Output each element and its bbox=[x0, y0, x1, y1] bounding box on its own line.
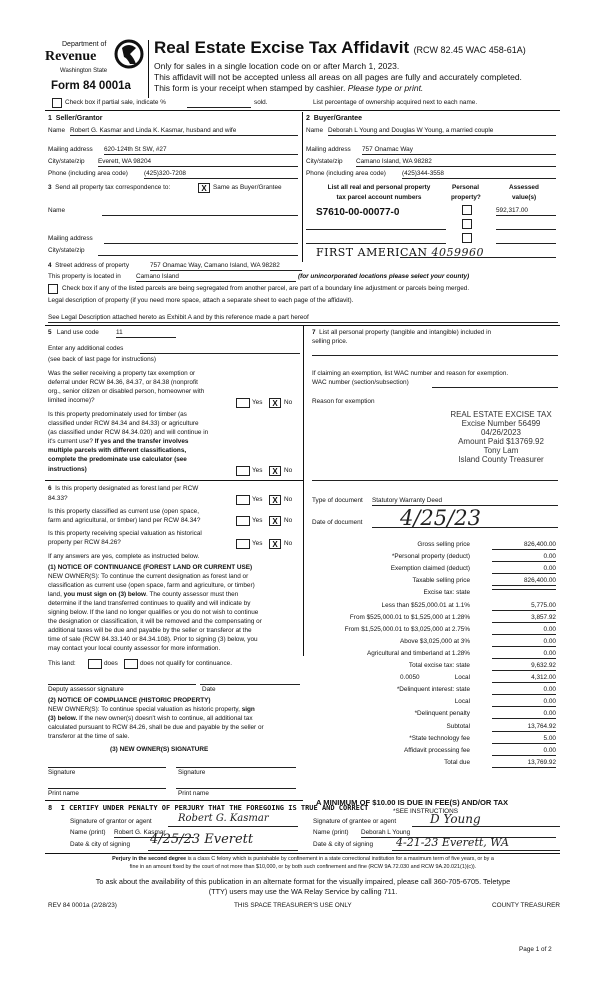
personal-property-line[interactable] bbox=[312, 355, 558, 356]
dor-logo-icon bbox=[114, 38, 144, 70]
parcel-stamp-line bbox=[400, 257, 556, 258]
county-treasurer-label: COUNTY TREASURER bbox=[492, 902, 560, 909]
divider bbox=[45, 110, 560, 111]
tax-row-label: *State technology fee bbox=[409, 734, 470, 742]
doc-date-handwritten: 4/25/23 bbox=[400, 506, 481, 530]
tax-row-value[interactable]: 0.00 bbox=[492, 710, 556, 719]
sec6-text: 84.33? bbox=[48, 495, 68, 502]
divider bbox=[45, 853, 560, 854]
tax-row-label: *Delinquent interest: state bbox=[396, 686, 470, 694]
deputy-date-label: Date bbox=[202, 686, 216, 693]
column-divider bbox=[302, 112, 303, 262]
sec3-mail-label: Mailing address bbox=[48, 235, 93, 242]
property-address-field[interactable]: 757 Onamac Way, Camano Island, WA 98282 bbox=[150, 262, 302, 271]
q2-text: (as classified under RCW 84.34.020) and will continue in bbox=[48, 429, 209, 436]
revision-label: REV 84 0001a (2/28/23) bbox=[48, 902, 117, 909]
sec3-label: 3 Send all property tax correspondence to: bbox=[48, 184, 171, 191]
partial-sale-checkbox[interactable] bbox=[52, 98, 62, 108]
tax-row-label: From $1,525,000.01 to $3,025,000 at 2.75% bbox=[344, 625, 470, 633]
parcel-value-2[interactable] bbox=[496, 229, 556, 230]
q1-yes-checkbox[interactable] bbox=[236, 398, 250, 408]
minimum-note: A MINIMUM OF $10.00 IS DUE IN FEE(S) AND/OR TAX bbox=[316, 798, 509, 807]
current-use-yes-checkbox[interactable] bbox=[236, 516, 250, 526]
parcel-number-3[interactable] bbox=[306, 243, 446, 244]
personal-property-checkbox-2[interactable] bbox=[462, 219, 472, 229]
new-owner-heading: (3) NEW OWNER(S) SIGNATURE bbox=[110, 746, 209, 753]
grantee-date-label: Date & city of signing bbox=[313, 841, 374, 848]
tax-row-label: Less than $525,000.01 at 1.1% bbox=[381, 601, 470, 609]
partial-percent-field[interactable] bbox=[187, 107, 251, 108]
continuance-text: NEW OWNER(S): To continue the current designation as forest land or bbox=[48, 573, 249, 580]
q2-text: Is this property predominately used for timber (as bbox=[48, 411, 187, 418]
sec3-name-field[interactable] bbox=[102, 215, 298, 216]
see-instructions: (see back of last page for instructions) bbox=[48, 356, 156, 363]
additional-codes-field[interactable] bbox=[140, 353, 300, 354]
buyer-name-field[interactable]: Deborah L Young and Douglas W Young, a married couple bbox=[328, 127, 556, 136]
yes-label: Yes bbox=[252, 517, 263, 524]
parcel-number[interactable]: S7610-00-00077-0 bbox=[316, 207, 400, 218]
tax-row-label: Total due bbox=[444, 758, 470, 766]
signature-label: Signature bbox=[178, 769, 206, 776]
sec3-mail-field[interactable] bbox=[104, 243, 298, 244]
grantor-date-handwritten: 4/25/23 Everett bbox=[150, 832, 254, 847]
dept-line2: Revenue bbox=[45, 49, 97, 64]
sec6-text: Is this property receiving special valuation as historical bbox=[48, 530, 202, 537]
continuance-text: additional taxes will be due and payable by the seller or transferor at the bbox=[48, 627, 252, 634]
tax-row-value[interactable]: 3,857.92 bbox=[492, 614, 556, 623]
sec4-street-label: 4 Street address of property bbox=[48, 262, 130, 269]
owner-print-line-2[interactable] bbox=[176, 788, 296, 789]
q1-text: org., senior citizen or disabled person, homeowner with bbox=[48, 388, 205, 395]
same-as-buyer-checkbox[interactable]: X bbox=[198, 183, 210, 193]
grantor-name-label: Name (print) bbox=[70, 829, 106, 836]
claim-text: WAC number (section/subsection) bbox=[312, 379, 409, 386]
buyer-heading: 2 Buyer/Grantee bbox=[306, 115, 363, 122]
sec6-text: If any answers are yes, complete as instructed below. bbox=[48, 553, 200, 560]
continuance-heading: (1) NOTICE OF CONTINUANCE (FOREST LAND OR CURRENT USE) bbox=[48, 564, 253, 571]
q2-text: multiple parcels with different classifications, bbox=[48, 447, 187, 454]
deputy-signature-line[interactable] bbox=[48, 684, 196, 685]
tax-row-label: *Delinquent penalty bbox=[414, 710, 470, 718]
tax-row-value[interactable]: 5,775.00 bbox=[492, 602, 556, 611]
current-use-no-checkbox[interactable]: X bbox=[269, 516, 281, 526]
legal-description[interactable]: See Legal Description attached hereto as Exhibit A and by this reference made a part hereof bbox=[48, 314, 309, 321]
compliance-text: NEW OWNER(S): To continue special valuation as historic property, sign bbox=[48, 706, 255, 713]
print-name-label: Print name bbox=[178, 790, 209, 797]
continuance-text: determine if the land transferred continues to qualify and will indicate by bbox=[48, 600, 251, 607]
yes-label: Yes bbox=[252, 496, 263, 503]
tax-row-value[interactable]: 13,769.92 bbox=[492, 759, 556, 768]
personal-property-checkbox-1[interactable] bbox=[462, 205, 472, 215]
q2-yes-checkbox[interactable] bbox=[236, 466, 250, 476]
grantee-signature: D Young bbox=[430, 812, 481, 826]
grantee-date-line[interactable] bbox=[392, 850, 560, 851]
additional-codes-label: Enter any additional codes bbox=[48, 345, 124, 352]
doc-type-field[interactable]: Statutory Warranty Deed bbox=[372, 497, 558, 506]
no-label: No bbox=[284, 399, 293, 406]
located-label: This property is located in bbox=[48, 273, 121, 280]
tax-row-value[interactable]: 0.00 bbox=[492, 747, 556, 756]
buyer-phone-field[interactable]: (425)344-3558 bbox=[402, 170, 556, 179]
does-not-label: does not qualify for continuance. bbox=[140, 660, 233, 667]
buyer-city-label: City/state/zip bbox=[306, 158, 343, 165]
header-line3: This form is your receipt when stamped by cashier. Please type or print. bbox=[154, 83, 424, 93]
certify-text: 8 I CERTIFY UNDER PENALTY OF PERJURY THAT THE FOREGOING IS TRUE AND CORRECT bbox=[48, 804, 369, 812]
tax-row-value[interactable]: 9,632.92 bbox=[492, 662, 556, 671]
buyer-name-label: Name bbox=[306, 127, 324, 134]
q1-text: limited income)? bbox=[48, 397, 95, 404]
historic-yes-checkbox[interactable] bbox=[236, 539, 250, 549]
q1-no-checkbox[interactable]: X bbox=[269, 398, 281, 408]
tax-row-value[interactable]: 0.00 bbox=[492, 553, 556, 562]
tax-row-label: Affidavit processing fee bbox=[404, 746, 470, 754]
parcel-col2b: property? bbox=[451, 194, 481, 201]
sec7-text: selling price. bbox=[312, 338, 348, 345]
tax-row-value[interactable]: 13,764.92 bbox=[492, 723, 556, 732]
no-label: No bbox=[284, 496, 293, 503]
tax-row-value[interactable]: 0.00 bbox=[492, 565, 556, 574]
treasurer-use-label: THIS SPACE TREASURER'S USE ONLY bbox=[234, 902, 352, 909]
continuance-text: signing below. If the land no longer qualifies or you do not wish to continue bbox=[48, 609, 259, 616]
reason-line bbox=[312, 480, 558, 481]
q2-text: complete the predominate use calculator (see bbox=[48, 456, 187, 463]
page-number: Page 1 of 2 bbox=[519, 946, 552, 953]
compliance-text: (3) below. If the new owner(s) doesn't wish to continue, all additional tax bbox=[48, 715, 253, 722]
sec6-text: Is this property classified as current use (open space, bbox=[48, 508, 199, 515]
seller-heading: 1 Seller/Grantor bbox=[48, 115, 103, 122]
located-field[interactable]: Camano Island bbox=[136, 273, 296, 282]
owner-print-line[interactable] bbox=[48, 788, 166, 789]
sec3-name-label: Name bbox=[48, 207, 66, 214]
treasurer-stamp: REAL ESTATE EXCISE TAX Excise Number 56499 04/26/2023 Amount Paid $13769.92 Tony Lam Island County Treasurer bbox=[450, 410, 552, 464]
header-divider bbox=[148, 40, 149, 98]
continuance-text: land, you must sign on (3) below. The county assessor must then bbox=[48, 591, 239, 598]
owner-signature-line-2[interactable] bbox=[176, 767, 296, 768]
ownership-note: List percentage of ownership acquired next to each name. bbox=[313, 99, 478, 106]
segregate-checkbox[interactable] bbox=[48, 284, 58, 294]
personal-property-checkbox-3[interactable] bbox=[462, 233, 472, 243]
seller-phone-field[interactable]: (425)320-7208 bbox=[144, 170, 298, 179]
tax-row-value[interactable]: 0.00 bbox=[492, 638, 556, 647]
q1-text: deferral under RCW 84.36, 84.37, or 84.38 (nonprofit bbox=[48, 379, 198, 386]
sec3-city-field[interactable] bbox=[98, 255, 298, 256]
grantor-signature-line[interactable] bbox=[168, 826, 298, 827]
tax-row-label: Local bbox=[454, 674, 470, 682]
q2-no-checkbox[interactable]: X bbox=[269, 466, 281, 476]
parcel-value[interactable]: 592,317.00 bbox=[496, 207, 556, 216]
reason-label: Reason for exemption bbox=[312, 398, 375, 405]
same-as-buyer-label: Same as Buyer/Grantee bbox=[213, 184, 282, 191]
grantor-date-line[interactable] bbox=[148, 850, 298, 851]
continuance-text: time of sale (RCW 84.33.140 or 84.34.108). Prior to signing (3) below, you bbox=[48, 636, 258, 643]
seller-mail-field[interactable]: 620-124th St SW, #27 bbox=[104, 146, 298, 155]
doc-type-label: Type of document bbox=[312, 497, 363, 504]
sec7-text: 7 List all personal property (tangible and intangible) included in bbox=[312, 329, 492, 336]
continuance-text: the designation or classification, it will be removed and the compensating or bbox=[48, 618, 262, 625]
tax-row-label: Total excise tax: state bbox=[408, 662, 470, 669]
continuance-text: may contact your local county assessor for more information. bbox=[48, 645, 221, 652]
legal-line bbox=[48, 322, 558, 323]
tax-row-label: Exemption claimed (deduct) bbox=[390, 565, 470, 573]
alt-format-text: To ask about the availability of this publication in an alternate format for the visually impaired, please call 360-705-6705. Teletype bbox=[95, 877, 511, 886]
tax-row-label: From $525,000.01 to $1,525,000 at 1.28% bbox=[349, 613, 470, 621]
grantor-signature-label: Signature of grantor or agent bbox=[70, 818, 152, 825]
no-label: No bbox=[284, 540, 293, 547]
deputy-date-line[interactable] bbox=[200, 684, 300, 685]
unincorporated-note: (for unincorporated locations please select your county) bbox=[298, 273, 470, 280]
grantor-name-field[interactable]: Robert G. Kasmar bbox=[114, 829, 194, 838]
land-use-field[interactable]: 11 bbox=[116, 329, 176, 338]
buyer-city-field[interactable]: Camano Island, WA 98282 bbox=[356, 158, 556, 167]
no-label: No bbox=[284, 517, 293, 524]
tax-row-label: Taxable selling price bbox=[412, 577, 470, 585]
seller-mail-label: Mailing address bbox=[48, 146, 93, 153]
grantor-signature: Robert G. Kasmar bbox=[178, 813, 269, 824]
yes-label: Yes bbox=[252, 399, 263, 406]
dept-line1: Department of bbox=[62, 41, 107, 48]
does-not-checkbox[interactable] bbox=[124, 659, 138, 669]
tax-row-label: Above $3,025,000 at 3% bbox=[400, 637, 470, 645]
print-name-label: Print name bbox=[48, 790, 79, 797]
partial-sold: sold. bbox=[254, 99, 268, 106]
tax-row-value[interactable]: 4,312.00 bbox=[492, 674, 556, 683]
compliance-text: transferor at the time of sale. bbox=[48, 733, 130, 740]
deputy-label: Deputy assessor signature bbox=[48, 686, 124, 693]
owner-signature-line[interactable] bbox=[48, 767, 166, 768]
segregate-label: Check box if any of the listed parcels are being segregated from another parcel, are part of a boundary line adjustment or parcels being merged. bbox=[62, 285, 470, 292]
sec6-text: property per RCW 84.26? bbox=[48, 539, 121, 546]
tax-row-value[interactable]: 0.00 bbox=[492, 698, 556, 707]
q2-text: instructions) bbox=[48, 466, 87, 473]
sec3-city-label: City/state/zip bbox=[48, 247, 85, 254]
sec6-text: 6 Is this property designated as forest land per RCW bbox=[48, 485, 199, 492]
tax-row-label: *Personal property (deduct) bbox=[391, 553, 470, 561]
parcel-value-3[interactable] bbox=[496, 243, 556, 244]
seller-name-field[interactable]: Robert G. Kasmar and Linda K. Kasmar, husband and wife bbox=[70, 127, 298, 136]
parcel-col3b: value(s) bbox=[512, 194, 537, 201]
legal-label: Legal description of property (if you need more space, attach a separate sheet to each page of the affidavit). bbox=[48, 297, 354, 304]
seller-phone-label: Phone (including area code) bbox=[48, 170, 128, 177]
grantee-signature-label: Signature of grantee or agent bbox=[313, 818, 397, 825]
signature-label: Signature bbox=[48, 769, 76, 776]
local-rate: 0.0050 bbox=[400, 674, 420, 681]
parcel-number-2[interactable] bbox=[306, 229, 446, 230]
yes-label: Yes bbox=[252, 540, 263, 547]
grantee-date-handwritten: 4-21-23 Everett, WA bbox=[396, 836, 509, 849]
q2-text: classified under RCW 84.34 and 84.33) or agriculture bbox=[48, 420, 199, 427]
forest-yes-checkbox[interactable] bbox=[236, 495, 250, 505]
does-checkbox[interactable] bbox=[88, 659, 102, 669]
tax-row-value[interactable] bbox=[492, 589, 556, 590]
tax-row-label: Gross selling price bbox=[417, 541, 470, 548]
tax-row-label: Local bbox=[454, 698, 470, 706]
sec6-text: farm and agricultural, or timber) land per RCW 84.34? bbox=[48, 517, 201, 524]
grantee-signature-line[interactable] bbox=[412, 826, 560, 827]
claim-text: If claiming an exemption, list WAC number and reason for exemption. bbox=[312, 370, 509, 377]
tax-row-value[interactable]: 5.00 bbox=[492, 735, 556, 744]
q2-text: it's current use? If yes and the transfer involves bbox=[48, 438, 189, 445]
seller-name-label: Name bbox=[48, 127, 66, 134]
seller-city-field[interactable]: Everett, WA 98204 bbox=[98, 158, 298, 167]
wac-number-field[interactable] bbox=[432, 387, 558, 388]
tax-row-value[interactable]: 0.00 bbox=[492, 686, 556, 695]
form-title: Real Estate Excise Tax Affidavit (RCW 82.45 WAC 458-61A) bbox=[154, 38, 526, 57]
buyer-mail-label: Mailing address bbox=[306, 146, 351, 153]
seller-city-label: City/state/zip bbox=[48, 158, 85, 165]
does-label: does bbox=[104, 660, 118, 667]
perjury-text: fine in an amount fixed by the court of not more than $10,000, or by both such confinement and fine (RCW 9A.72.030 and RCW 9A.20.021(1)(c)). bbox=[129, 864, 477, 870]
parcel-col1a: List all real and personal property bbox=[327, 184, 431, 191]
tax-row-label: Subtotal bbox=[446, 722, 470, 730]
this-land-label: This land: bbox=[48, 660, 76, 667]
title-company-stamp: FIRST AMERICAN 4059960 bbox=[316, 246, 484, 259]
perjury-text: Perjury in the second degree is a class C felony which is punishable by confinement in a state correctional institution for a maximum term of five years, or by a bbox=[112, 856, 494, 862]
parcel-col2a: Personal bbox=[452, 184, 479, 191]
no-label: No bbox=[284, 467, 293, 474]
form-number: Form 84 0001a bbox=[51, 80, 131, 92]
dept-line3: Washington State bbox=[60, 68, 108, 74]
yes-label: Yes bbox=[252, 467, 263, 474]
grantor-date-label: Date & city of signing bbox=[70, 841, 131, 848]
alt-format-text: (TTY) users may use the WA Relay Service by calling 711. bbox=[208, 887, 398, 896]
tax-row-label: Excise tax: state bbox=[423, 589, 470, 597]
tax-row-value[interactable]: 826,400.00 bbox=[492, 541, 556, 550]
parcel-col3a: Assessed bbox=[509, 184, 539, 191]
buyer-mail-field[interactable]: 757 Onamac Way bbox=[362, 146, 556, 155]
doc-date-label: Date of document bbox=[312, 519, 363, 526]
divider bbox=[45, 480, 303, 481]
compliance-heading: (2) NOTICE OF COMPLIANCE (HISTORIC PROPERTY) bbox=[48, 697, 211, 704]
historic-no-checkbox[interactable]: X bbox=[269, 539, 281, 549]
continuance-text: classification as current use (open space, farm and agriculture, or timber) bbox=[48, 582, 255, 589]
divider bbox=[45, 800, 303, 801]
grantee-name-label: Name (print) bbox=[313, 829, 349, 836]
tax-row-value[interactable]: 0.00 bbox=[492, 650, 556, 659]
parcel-col1b: tax parcel account numbers bbox=[336, 194, 422, 201]
buyer-phone-label: Phone (including area code) bbox=[306, 170, 386, 177]
tax-row-label: Agricultural and timberland at 1.28% bbox=[366, 649, 470, 657]
tax-row-value[interactable]: 0.00 bbox=[492, 626, 556, 635]
tax-row-value[interactable]: 826,400.00 bbox=[492, 577, 556, 586]
see-instructions-note: *SEE INSTRUCTIONS bbox=[393, 808, 458, 815]
partial-sale-label: Check box if partial sale, indicate % bbox=[65, 99, 166, 106]
q1-text: Was the seller receiving a property tax exemption or bbox=[48, 370, 196, 377]
header-line1: Only for sales in a single location code on or after March 1, 2023. bbox=[154, 61, 400, 71]
forest-no-checkbox[interactable]: X bbox=[269, 495, 281, 505]
grantee-name-field[interactable]: Deborah L Young bbox=[361, 829, 556, 838]
land-use-label: 5 Land use code bbox=[48, 329, 99, 336]
compliance-text: calculated pursuant to RCW 84.26, shall be due and payable by the seller or bbox=[48, 724, 264, 731]
header-line2: This affidavit will not be accepted unless all areas on all pages are fully and accurately completed. bbox=[154, 72, 522, 82]
